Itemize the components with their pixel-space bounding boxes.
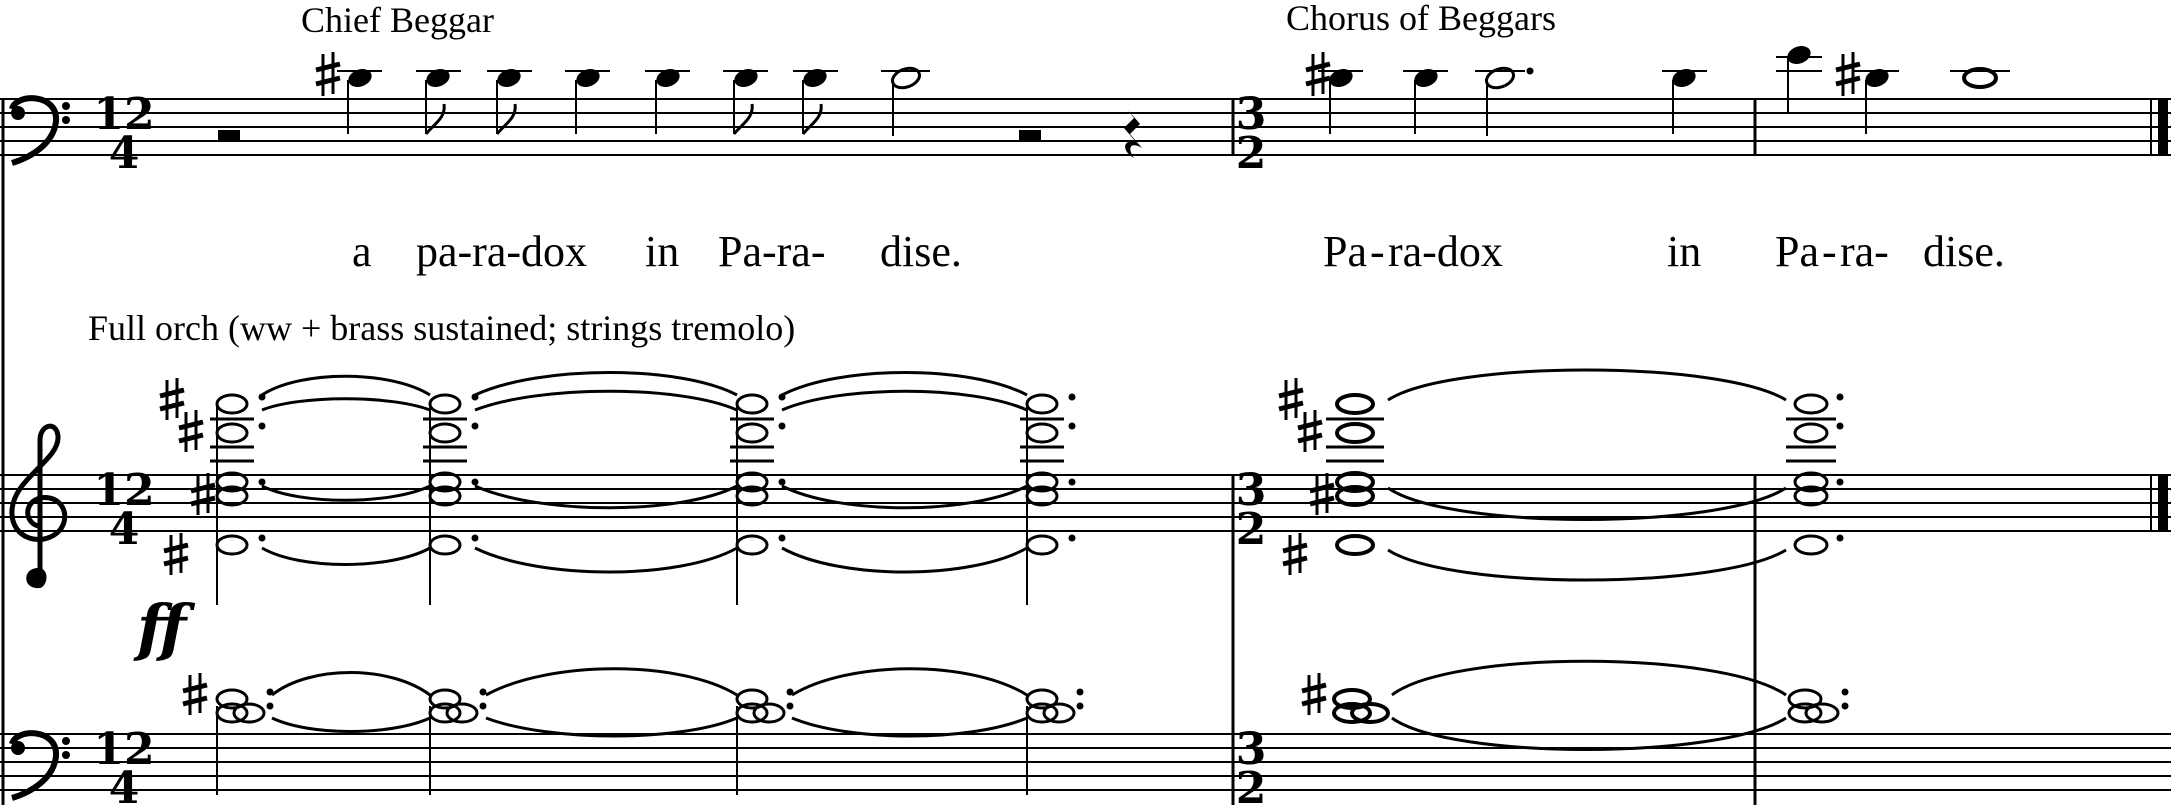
sharp-icon [183, 673, 207, 715]
time-sig-den: 2 [1235, 504, 1267, 555]
sharp-icon [160, 378, 215, 575]
time-sig-num: 12 [93, 724, 155, 775]
treble-staff [0, 475, 2171, 531]
bass-chord [1334, 690, 1388, 722]
time-sig-den: 2 [1235, 763, 1267, 805]
lyric-syllable: pa-ra-dox [416, 227, 588, 276]
lyric-syllable: in [1667, 227, 1702, 276]
final-barlines [2158, 99, 2168, 531]
bass-chord [1789, 689, 1849, 723]
lyric-syllable: dise. [880, 227, 962, 276]
treble-clef-icon [12, 426, 65, 588]
treble-chord [1786, 394, 1844, 555]
sharp-icon [1279, 378, 1334, 575]
bass-chords [183, 661, 1849, 795]
voice-note [1475, 65, 1534, 136]
lyric-syllable: Pa [1323, 227, 1367, 276]
treble-chord [730, 394, 786, 606]
sharp-icon [316, 52, 340, 96]
quarter-rest [1124, 110, 1142, 158]
treble-chord [423, 394, 479, 606]
bass-clef-icon [11, 733, 70, 798]
chorus-label: Chorus of Beggars [1286, 0, 1556, 38]
time-sig-num: 3 [1235, 89, 1267, 140]
time-sig-den: 2 [1235, 128, 1267, 179]
lyric-hyphen: - [1822, 227, 1837, 276]
voice-note [1776, 43, 1822, 112]
lyric-syllable: Pa-ra- [718, 227, 826, 276]
voice-note [1950, 69, 2010, 87]
dynamic-marking: ff [137, 591, 183, 664]
voice-staff [0, 99, 2171, 155]
time-sig-num: 3 [1235, 724, 1267, 775]
time-sig-den: 4 [108, 128, 140, 179]
time-sig-num: 3 [1235, 465, 1267, 516]
lyric-hyphen: - [1370, 227, 1385, 276]
time-sig-num: 12 [93, 89, 155, 140]
voice-note [881, 65, 930, 136]
lyric-syllable: a [352, 227, 372, 276]
bass-chord [217, 689, 274, 796]
lyric-syllable: dise. [1923, 227, 2005, 276]
bass-clef-icon [11, 98, 70, 163]
half-rest [1019, 130, 1041, 140]
bass-staff [0, 734, 2171, 790]
orchestra-instruction: Full orch (ww + brass sustained; strings tremolo) [88, 308, 796, 348]
ties [272, 669, 1027, 736]
time-sig-num: 12 [93, 465, 155, 516]
lyric-syllable: Pa [1775, 227, 1819, 276]
ties [262, 373, 1027, 573]
lyric-syllable: in [645, 227, 680, 276]
bass-chord [430, 689, 487, 796]
chief-beggar-label: Chief Beggar [301, 0, 494, 40]
treble-chord [210, 394, 266, 606]
ties [1392, 661, 1786, 749]
sharp-icon [1836, 52, 1860, 96]
bass-chord [737, 689, 794, 796]
treble-chords [160, 370, 1844, 605]
time-sig-den: 4 [108, 763, 140, 805]
sharp-icon [1306, 52, 1330, 96]
half-rest [218, 130, 240, 140]
treble-chord [1020, 394, 1076, 606]
sharp-icon [1302, 673, 1326, 715]
time-sig-den: 4 [108, 504, 140, 555]
lyric-syllable: ra- [1840, 227, 1889, 276]
bass-chord [1027, 689, 1084, 796]
lyric-syllable: ra-dox [1388, 227, 1503, 276]
